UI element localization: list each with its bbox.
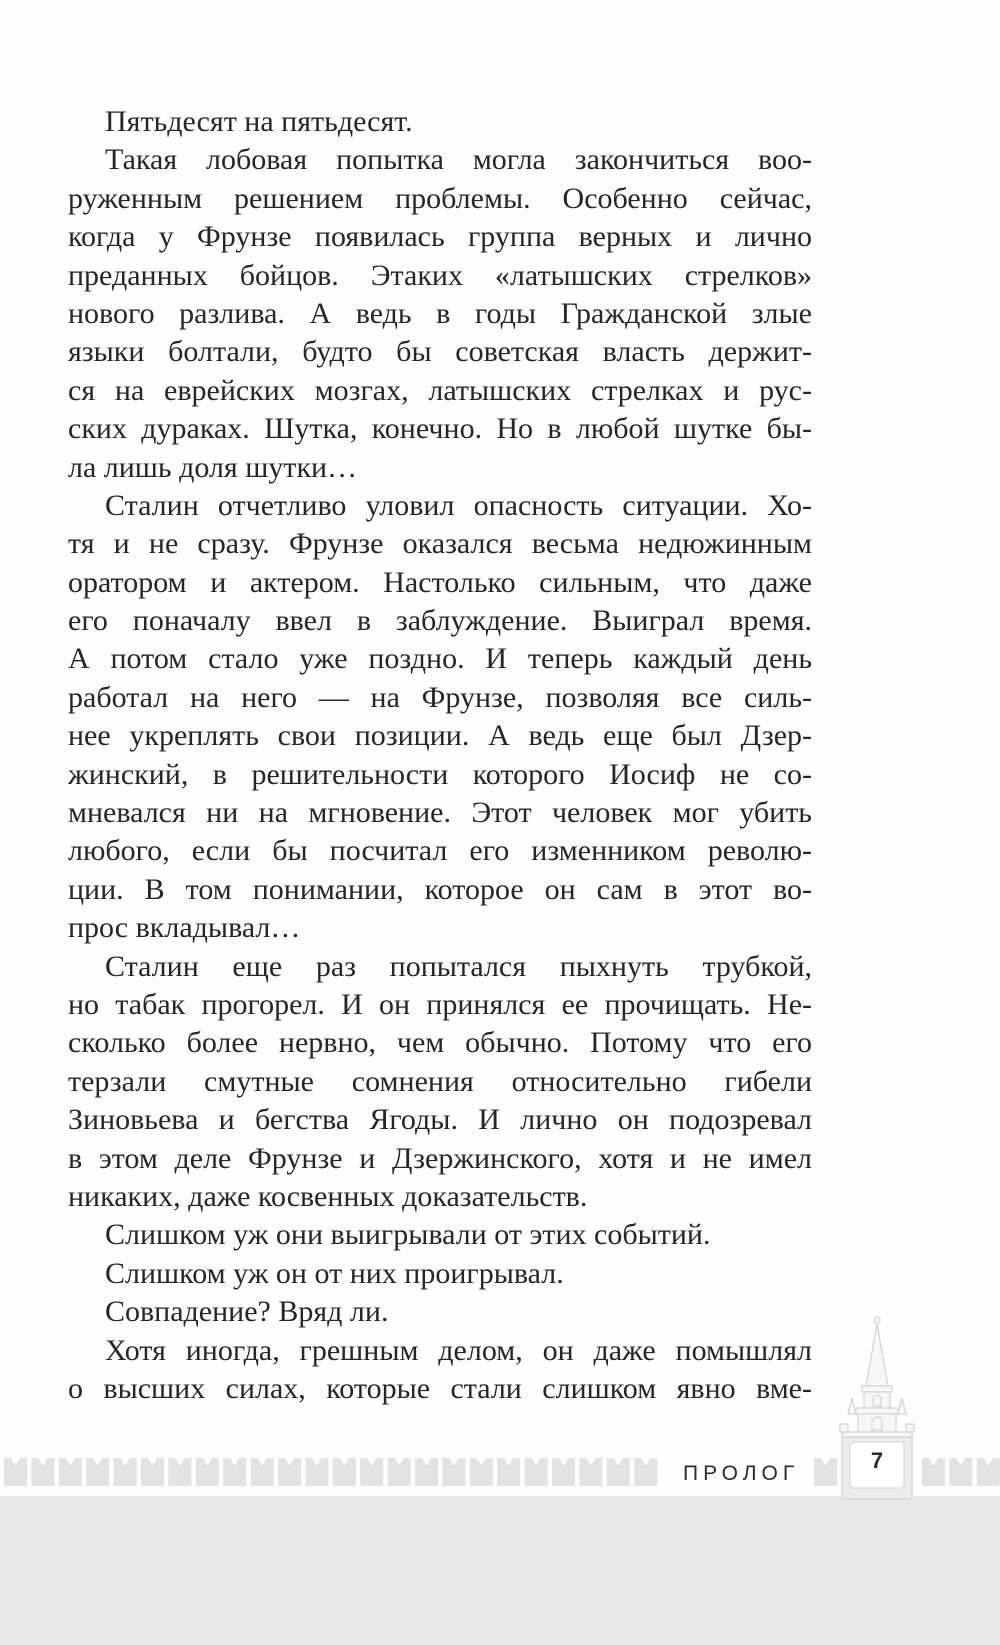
paragraph <box>68 1216 812 1254</box>
text-line: работал на него — на Фрунзе, позволяя все силь- <box>68 680 812 714</box>
tower-middle-ledge <box>856 1408 898 1414</box>
battlement-merlon <box>333 1458 356 1486</box>
text-line: прос вкладывал… <box>68 911 301 945</box>
battlement-merlon <box>607 1458 630 1486</box>
battlement-merlon <box>223 1458 246 1486</box>
battlement-merlon <box>360 1458 383 1486</box>
text-line: когда у Фрунзе появилась группа верных и лично <box>68 220 812 254</box>
battlement-merlon <box>305 1458 328 1486</box>
paragraph <box>68 103 812 141</box>
battlement-merlon <box>196 1458 219 1486</box>
battlements-left <box>4 1458 657 1486</box>
tower-spire-ledge <box>862 1386 892 1392</box>
text-line: никаких, даже косвенных доказательств. <box>68 1179 588 1213</box>
battlement-merlon <box>949 1458 972 1486</box>
text-line: нового разлива. А ведь в годы Гражданской злые <box>68 296 812 330</box>
paragraph <box>68 487 812 948</box>
text-line: Сталин отчетливо уловил опасность ситуации. Хо- <box>105 488 812 522</box>
text-line: ла лишь доля шутки… <box>68 450 358 484</box>
text-line: его поначалу ввел в заблуждение. Выиграл время. <box>68 604 812 638</box>
battlement-merlon <box>470 1458 493 1486</box>
text-line: но табак прогорел. И он принялся ее прочищать. Не- <box>68 987 812 1021</box>
paragraph <box>68 1255 812 1293</box>
paragraph <box>68 141 812 487</box>
tower-star <box>874 1317 880 1323</box>
battlement-merlon <box>922 1458 945 1486</box>
text-line: нее укреплять свои позиции. А ведь еще был Дзер- <box>68 719 812 753</box>
battlement-merlon <box>114 1458 137 1486</box>
battlement-merlon <box>388 1458 411 1486</box>
battlement-merlon <box>415 1458 438 1486</box>
battlement-merlon <box>59 1458 82 1486</box>
battlement-merlon <box>579 1458 602 1486</box>
text-line: в этом деле Фрунзе и Дзержинского, хотя и не имел <box>68 1141 812 1175</box>
running-footer-section-title: ПРОЛОГ <box>683 1462 800 1485</box>
text-line: Слишком уж они выигрывали от этих событий. <box>105 1218 711 1252</box>
text-line: руженным решением проблемы. Особенно сейчас, <box>68 181 812 215</box>
battlement-merlon <box>31 1458 54 1486</box>
text-line: любого, если бы посчитал его изменником револю- <box>68 834 812 868</box>
battlement-merlon <box>168 1458 191 1486</box>
text-line: Совпадение? Вряд ли. <box>105 1295 389 1329</box>
text-line: жинский, в решительности которого Иосиф не со- <box>68 757 812 791</box>
text-line: Слишком уж он от них проигрывал. <box>105 1256 564 1290</box>
text-line: мневался ни на мгновение. Этот человек мог убить <box>68 796 812 830</box>
battlement-merlon <box>442 1458 465 1486</box>
tower-pinnacle-left <box>848 1398 856 1414</box>
text-line: ся на еврейских мозгах, латышских стрелках и рус- <box>68 373 812 407</box>
paragraph <box>68 948 812 1217</box>
text-line: Пятьдесят на пятьдесят. <box>105 105 413 138</box>
text-line: ских дураках. Шутка, конечно. Но в любой шутке бы- <box>68 412 812 446</box>
wall-band <box>0 1496 1000 1645</box>
battlement-merlon <box>278 1458 301 1486</box>
battlement-merlon <box>497 1458 520 1486</box>
battlement-merlon <box>86 1458 109 1486</box>
page-body-text <box>68 103 812 1408</box>
tower-pinnacle-right <box>898 1398 906 1414</box>
text-line: А потом стало уже поздно. И теперь каждый день <box>68 642 812 676</box>
text-line: языки болтали, будто бы советская власть держит- <box>68 335 812 369</box>
battlement-merlon <box>141 1458 164 1486</box>
text-line: сколько более нервно, чем обычно. Потому что его <box>68 1026 812 1060</box>
text-line: о высших силах, которые стали слишком явно вме- <box>68 1371 812 1405</box>
battlement-merlon <box>814 1458 837 1486</box>
battlement-merlon <box>4 1458 27 1486</box>
tower-upper-window <box>873 1395 881 1406</box>
battlement-merlon <box>977 1458 1000 1486</box>
tower-corner-merlon-right <box>906 1424 914 1432</box>
text-line: оратором и актером. Настолько сильным, что даже <box>68 565 812 599</box>
tower-base-ledge <box>842 1432 912 1437</box>
battlement-merlon <box>251 1458 274 1486</box>
text-line: ции. В том понимании, которое он сам в этот во- <box>68 872 812 906</box>
text-line: терзали смутные сомнения относительно гибели <box>68 1064 812 1098</box>
battlement-merlon <box>634 1458 657 1486</box>
text-line: преданных бойцов. Этаких «латышских стрелков» <box>68 258 812 292</box>
text-line: Сталин еще раз попытался пыхнуть трубкой, <box>105 949 812 983</box>
page-number: 7 <box>870 1448 884 1473</box>
tower-corner-merlon-left <box>840 1424 848 1432</box>
tower-spire <box>866 1324 888 1386</box>
battlement-merlon <box>525 1458 548 1486</box>
text-line: Зиновьева и бегства Ягоды. И лично он подозревал <box>68 1103 812 1137</box>
text-line: Хотя иногда, грешным делом, он даже помышлял <box>105 1333 812 1367</box>
tower-middle-window <box>872 1417 882 1430</box>
text-line: тя и не сразу. Фрунзе оказался весьма недюжинным <box>68 527 812 561</box>
text-line: Такая лобовая попытка могла закончиться воо- <box>105 143 812 177</box>
battlement-merlon <box>552 1458 575 1486</box>
